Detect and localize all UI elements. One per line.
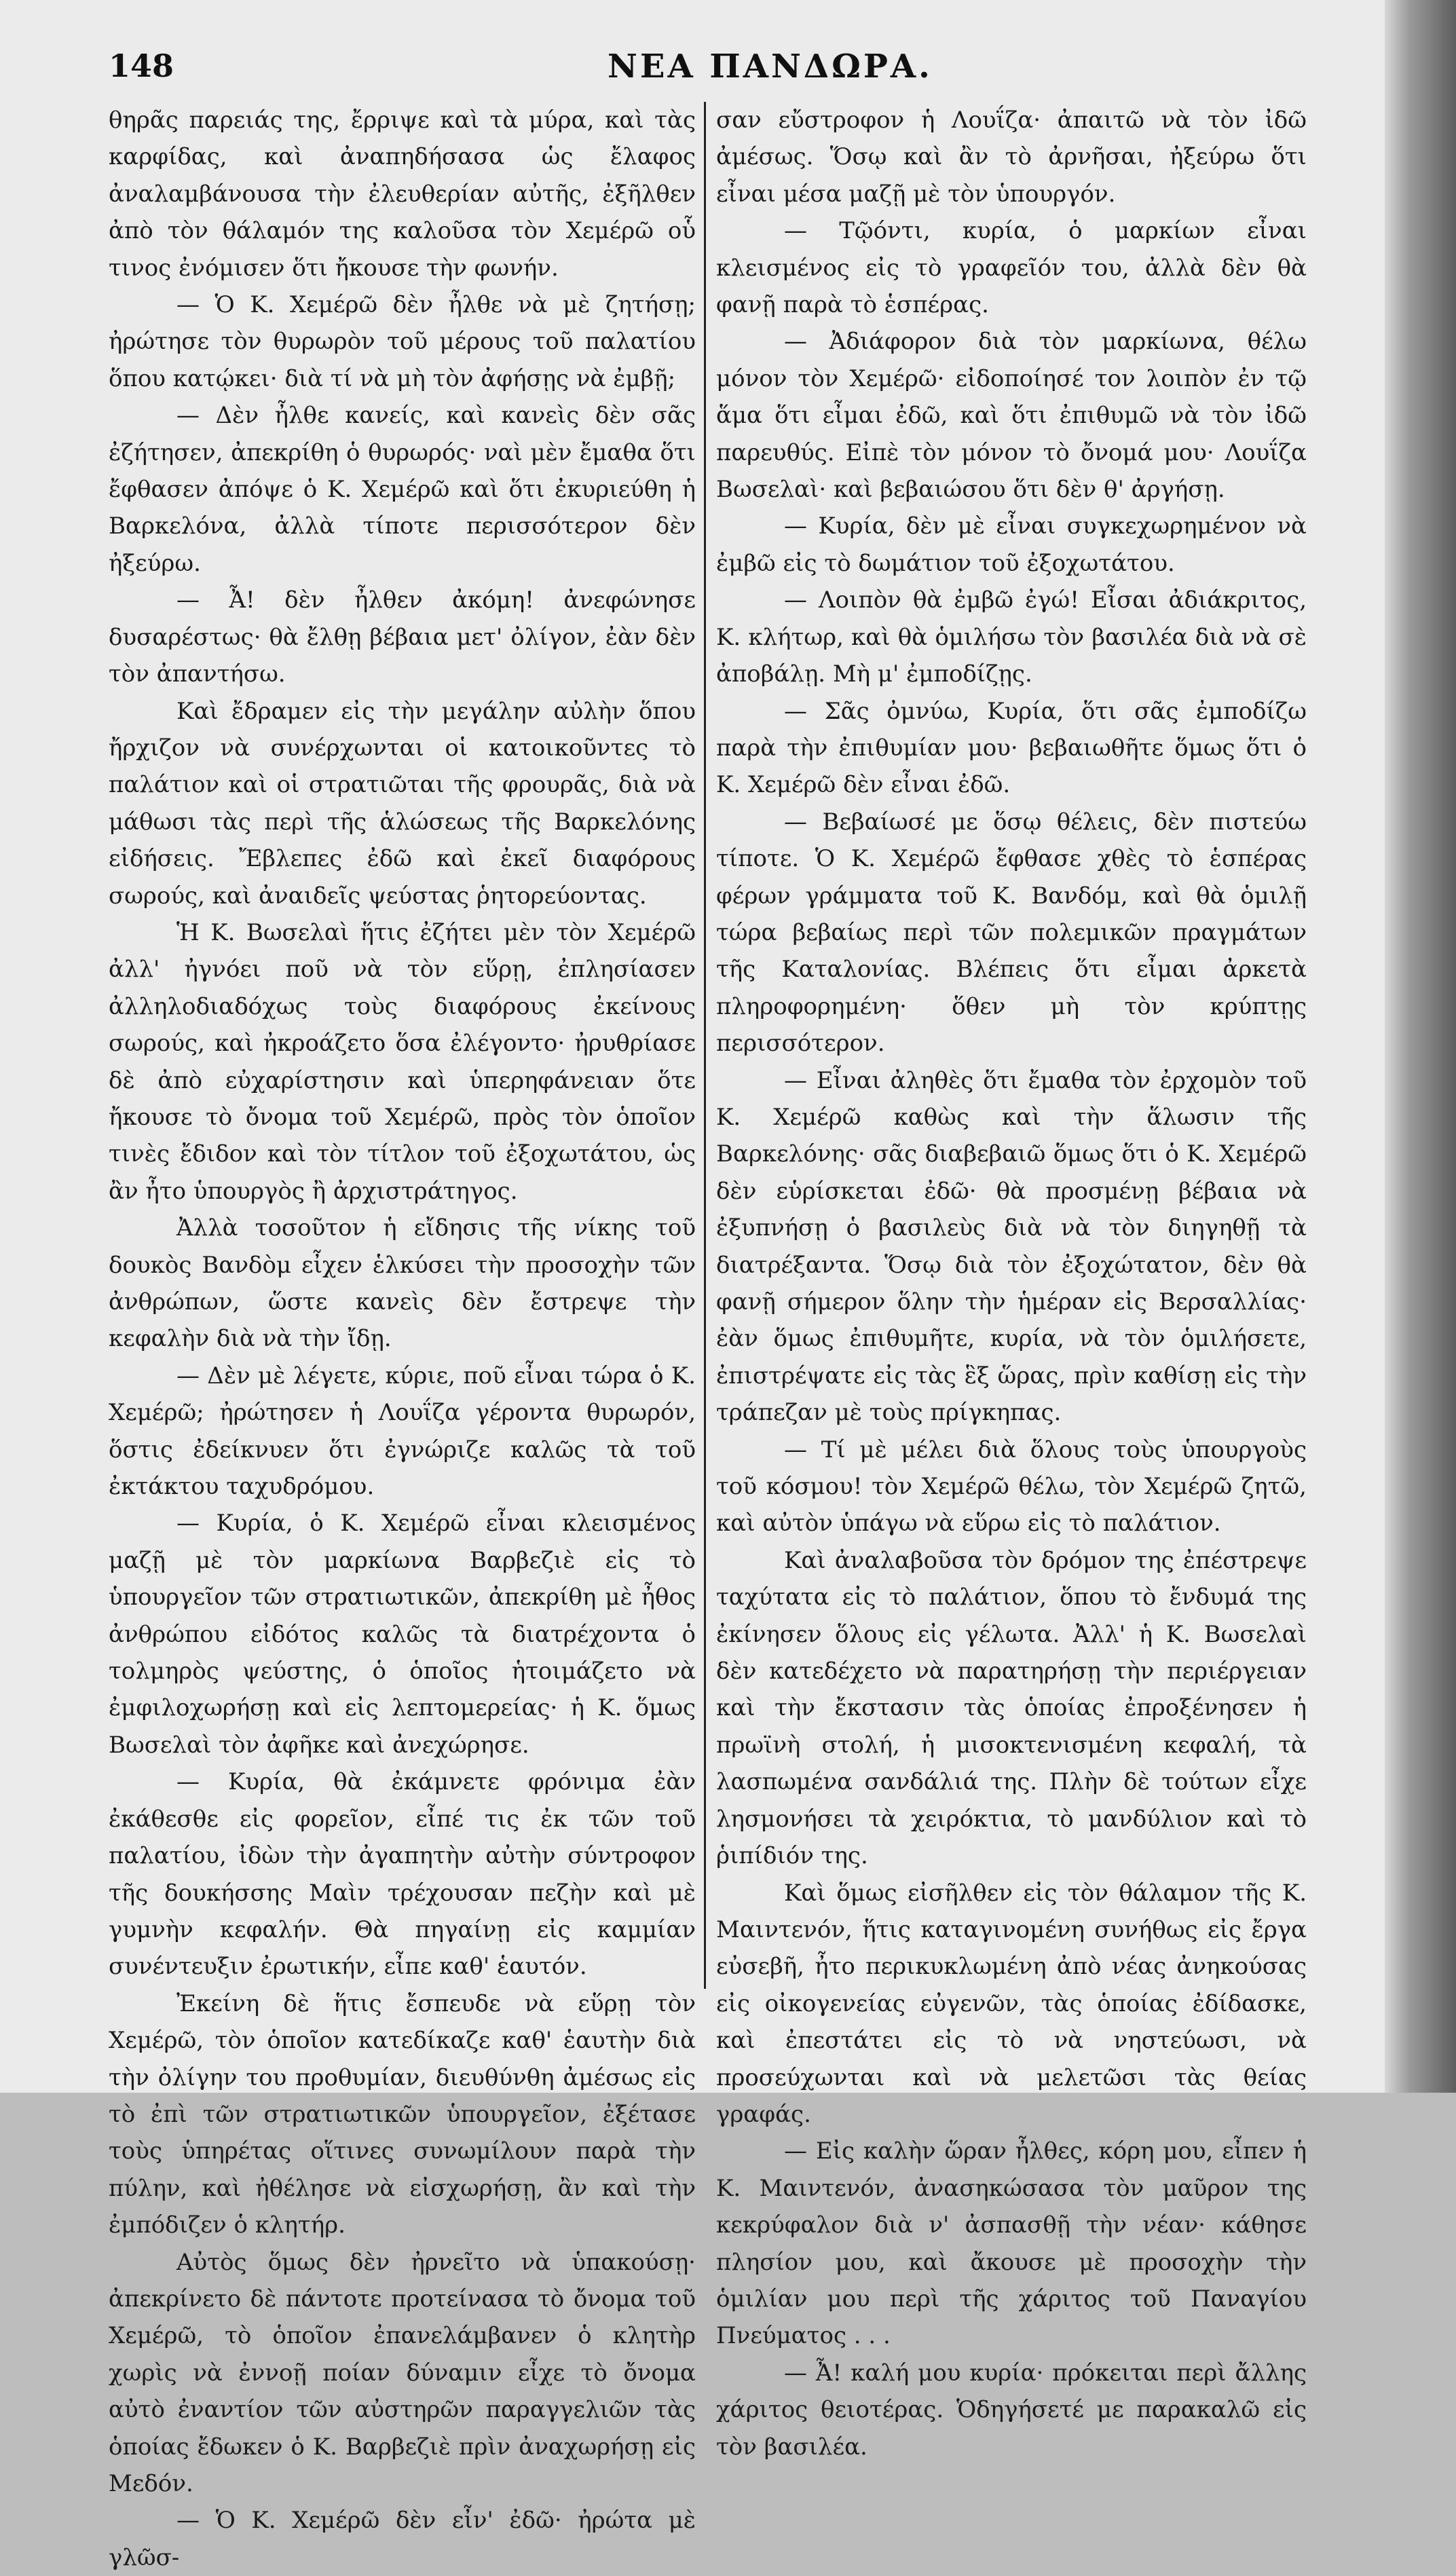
paragraph: — Κυρία, δὲν μὲ εἶναι συγκεχωρημένον νὰ ἐμβῶ εἰς τὸ δωμάτιον τοῦ ἐξοχωτάτου.	[716, 512, 1307, 577]
paragraph: — Τί μὲ μέλει διὰ ὅλους τοὺς ὑπουργοὺς τοῦ κόσμου! τὸν Χεμέρῶ θέλω, τὸν Χεμέρῶ ζητῶ, καὶ αὐτὸν ὑπάγω νὰ εὕρω εἰς τὸ παλάτιον.	[716, 1436, 1307, 1537]
paragraph: Καὶ ἀναλαβοῦσα τὸν δρόμον της ἐπέστρεψε ταχύτατα εἰς τὸ παλάτιον, ὅπου τὸ ἔνδυμά της ἐκίνησεν ὅλους εἰς γέλωτα. Ἀλλ' ἡ Κ. Βωσελαὶ δὲν κατεδέχετο νὰ παρατηρήσῃ τὴν περιέργειαν καὶ τὴν ἔκστασιν τὰς ὁποίας ἐπροξένησεν ἡ πρωϊνὴ στολή, ἡ μισοκτενισμένη κεφαλή, τὰ λασπωμένα σανδάλιά της. Πλὴν δὲ τούτων εἶχε λησμονήσει τὰ χειρόκτια, τὸ μανδύλιον καὶ τὸ ῥιπίδιόν της.	[716, 1546, 1307, 1870]
paragraph: σαν εὔστροφον ἡ Λουΐζα· ἀπαιτῶ νὰ τὸν ἰδῶ ἀμέσως. Ὅσῳ καὶ ἂν τὸ ἀρνῆσαι, ἠξεύρω ὅτι εἶναι μέσα μαζῇ μὲ τὸν ὑπουργόν.	[716, 107, 1307, 208]
paragraph: — Εἰς καλὴν ὥραν ἦλθες, κόρη μου, εἶπεν ἡ Κ. Μαιντενόν, ἀνασηκώσασα τὸν μαῦρον της κεκρύφαλον διὰ ν' ἀσπασθῇ τὴν νέαν· κάθησε πλησίον μου, καὶ ἄκουσε μὲ προσοχὴν τὴν ὁμιλίαν μου περὶ τῆς χάριτος τοῦ Παναγίου Πνεύματος . . .	[716, 2138, 1307, 2350]
page-number: 148	[109, 48, 174, 84]
paragraph: Καὶ ὅμως εἰσῆλθεν εἰς τὸν θάλαμον τῆς Κ. Μαιντενόν, ἥτις καταγινομένη συνήθως εἰς ἔργα εὐσεβῆ, ἦτο περικυκλωμένη ἀπὸ νέας ἀνηκούσας εἰς οἰκογενείας εὐγενῶν, τὰς ὁποίας ἐδίδασκε, καὶ ἐπεστάτει εἰς τὸ νὰ νηστεύωσι, νὰ προσεύχωνται καὶ νὰ μελετῶσι τὰς θείας γραφάς.	[716, 1879, 1307, 2128]
paragraph: — Κυρία, θὰ ἐκάμνετε φρόνιμα ἐὰν ἐκάθεσθε εἰς φορεῖον, εἶπέ τις ἐκ τῶν τοῦ παλατίου, ἰδὼν τὴν ἀγαπητὴν αὐτὴν σύντροφον τῆς δουκήσσης Μαὶν τρέχουσαν πεζὴν καὶ μὲ γυμνὴν κεφαλήν. Θὰ πηγαίνῃ εἰς καμμίαν συνέντευξιν ἐρωτικήν, εἶπε καθ' ἑαυτόν.	[109, 1768, 696, 1981]
paragraph: Ἀλλὰ τοσοῦτον ἡ εἴδησις τῆς νίκης τοῦ δουκὸς Βανδὸμ εἶχεν ἑλκύσει τὴν προσοχὴν τῶν ἀνθρώπων, ὥστε κανεὶς δὲν ἔστρεψε τὴν κεφαλὴν διὰ νὰ τὴν ἴδῃ.	[109, 1214, 696, 1353]
paragraph: — Ἀδιάφορον διὰ τὸν μαρκίωνα, θέλω μόνον τὸν Χεμέρῶ· εἰδοποίησέ τον λοιπὸν ἐν τῷ ἅμα ὅτι εἶμαι ἐδῶ, καὶ ὅτι ἐπιθυμῶ νὰ τὸν ἰδῶ παρευθύς. Εἰπὲ τὸν μόνον τὸ ὄνομά μου· Λουΐζα Βωσελαὶ· καὶ βεβαιώσου ὅτι δὲν θ' ἀργήσῃ.	[716, 328, 1307, 504]
paragraph: — Ἆ! δὲν ἦλθεν ἀκόμη! ἀνεφώνησε δυσαρέστως· θὰ ἔλθῃ βέβαια μετ' ὀλίγον, ἐὰν δὲν τὸν ἀπαντήσω.	[109, 586, 696, 688]
paragraph: — Λοιπὸν θὰ ἐμβῶ ἐγώ! Εἶσαι ἀδιάκριτος, Κ. κλήτωρ, καὶ θὰ ὁμιλήσω τὸν βασιλέα διὰ νὰ σὲ ἀποβάλῃ. Μὴ μ' ἐμποδίζῃς.	[716, 586, 1307, 688]
paragraph: Ἐκείνη δὲ ἥτις ἔσπευδε νὰ εὕρῃ τὸν Χεμέρῶ, τὸν ὁποῖον κατεδίκαζε καθ' ἑαυτὴν διὰ τὴν ὀλίγην του προθυμίαν, διευθύνθη ἀμέσως εἰς τὸ ἐπὶ τῶν στρατιωτικῶν ὑπουργεῖον, ἐξέτασε τοὺς ὑπηρέτας οἵτινες συνωμίλουν παρὰ τὴν πύλην, καὶ ἠθέλησε νὰ εἰσχωρήσῃ, ἂν καὶ τὴν ἐμπόδιζεν ὁ κλητήρ.	[109, 1990, 696, 2239]
paragraph: — Δὲν ἦλθε κανείς, καὶ κανεὶς δὲν σᾶς ἐζήτησεν, ἀπεκρίθη ὁ θυρωρός· ναὶ μὲν ἔμαθα ὅτι ἔφθασεν ἀπόψε ὁ Κ. Χεμέρῶ καὶ ὅτι ἐκυριεύθη ἡ Βαρκελόνα, ἀλλὰ τίποτε περισσότερον δὲν ἠξεύρω.	[109, 402, 696, 577]
paragraph: — Ὁ Κ. Χεμέρῶ δὲν εἶν' ἐδῶ· ἠρώτα μὲ γλῶσ-	[109, 2507, 696, 2571]
paragraph: — Βεβαίωσέ με ὅσῳ θέλεις, δὲν πιστεύω τίποτε. Ὁ Κ. Χεμέρῶ ἔφθασε χθὲς τὸ ἑσπέρας φέρων γράμματα τοῦ Κ. Βανδόμ, καὶ θὰ ὁμιλῇ τώρα βεβαίως περὶ τῶν πολεμικῶν πραγμάτων τῆς Καταλονίας. Βλέπεις ὅτι εἶμαι ἀρκετὰ πληροφορημένη· ὅθεν μὴ τὸν κρύπτῃς περισσότερον.	[716, 808, 1307, 1058]
right-column	[716, 102, 1307, 2465]
column-divider	[704, 102, 706, 1989]
page-header	[109, 48, 1344, 95]
left-column	[109, 102, 696, 2576]
paragraph: — Δὲν μὲ λέγετε, κύριε, ποῦ εἶναι τώρα ὁ Κ. Χεμέρῶ; ἠρώτησεν ἡ Λουΐζα γέροντα θυρωρόν, ὅστις ἐδείκνυεν ὅτι ἐγνώριζε καλῶς τὰ τοῦ ἐκτάκτου ταχυδρόμου.	[109, 1362, 696, 1501]
paragraph: — Εἶναι ἀληθὲς ὅτι ἔμαθα τὸν ἐρχομὸν τοῦ Κ. Χεμέρῶ καθὼς καὶ τὴν ἅλωσιν τῆς Βαρκελόνης· σᾶς διαβεβαιῶ ὅμως ὅτι ὁ Κ. Χεμέρῶ δὲν εὑρίσκεται ἐδῶ· θὰ προσμένῃ βέβαια νὰ ἐξυπνήσῃ ὁ βασιλεὺς διὰ νὰ τὸν διηγηθῇ τὰ διατρέξαντα. Ὅσῳ διὰ τὸν ἐξοχώτατον, δὲν θὰ φανῇ σήμερον ὅλην τὴν ἡμέραν εἰς Βερσαλλίας· ἐὰν ὅμως ἐπιθυμῆτε, κυρία, νὰ τὸν ὁμιλήσετε, ἐπιστρέψατε εἰς τὰς ἓξ ὥρας, πρὶν καθίσῃ εἰς τὴν τράπεζαν μὲ τοὺς πρίγκηπας.	[716, 1066, 1307, 1427]
paragraph: — Ὁ Κ. Χεμέρῶ δὲν ἦλθε νὰ μὲ ζητήσῃ; ἠρώτησε τὸν θυρωρὸν τοῦ μέρους τοῦ παλατίου ὅπου κατῴκει· διὰ τί νὰ μὴ τὸν ἀφήσῃς νὰ ἐμβῇ;	[109, 291, 696, 392]
paragraph: Ἡ Κ. Βωσελαὶ ἥτις ἐζήτει μὲν τὸν Χεμέρῶ ἀλλ' ἠγνόει ποῦ νὰ τὸν εὕρῃ, ἐπλησίασεν ἀλληλοδιαδόχως τοὺς διαφόρους ἐκείνους σωρούς, καὶ ἠκροάζετο ὅσα ἐλέγοντο· ἠρυθρίασε δὲ ἀπὸ εὐχαρίστησιν καὶ ὑπερηφάνειαν ὅτε ἤκουσε τὸ ὄνομα τοῦ Χεμέρῶ, πρὸς τὸν ὁποῖον τινὲς ἔδιδον καὶ τὸν τίτλον τοῦ ἐξοχωτάτου, ὡς ἂν ἦτο ὑπουργὸς ἢ ἀρχιστράτηγος.	[109, 918, 696, 1205]
running-title: ΝΕΑ ΠΑΝΔΩΡΑ.	[608, 48, 933, 86]
paragraph: — Κυρία, ὁ Κ. Χεμέρῶ εἶναι κλεισμένος μαζῇ μὲ τὸν μαρκίωνα Βαρβεζιὲ εἰς τὸ ὑπουργεῖον τῶν στρατιωτικῶν, ἀπεκρίθη μὲ ἦθος ἀνθρώπου εἰδότος καλῶς τὰ διατρέχοντα ὁ τολμηρὸς ψεύστης, ὁ ὁποῖος ἡτοιμάζετο νὰ ἐμφιλοχωρήσῃ καὶ εἰς λεπτομερείας· ἡ Κ. ὅμως Βωσελαὶ τὸν ἀφῆκε καὶ ἀνεχώρησε.	[109, 1510, 696, 1759]
paragraph: θηρᾶς παρειάς της, ἔρριψε καὶ τὰ μύρα, καὶ τὰς καρφίδας, καὶ ἀναπηδήσασα ὡς ἔλαφος ἀναλαμβάνουσα τὴν ἐλευθερίαν αὐτῆς, ἐξῆλθεν ἀπὸ τὸν θάλαμόν της καλοῦσα τὸν Χεμέρῶ οὗ τινος ἐνόμισεν ὅτι ἤκουσε τὴν φωνήν.	[109, 107, 696, 282]
paragraph: Καὶ ἔδραμεν εἰς τὴν μεγάλην αὐλὴν ὅπου ἤρχιζον νὰ συνέρχωνται οἱ κατοικοῦντες τὸ παλάτιον καὶ οἱ στρατιῶται τῆς φρουρᾶς, διὰ νὰ μάθωσι τὰς περὶ τῆς ἁλώσεως τῆς Βαρκελόνης εἰδήσεις. Ἔβλεπες ἐδῶ καὶ ἐκεῖ διαφόρους σωρούς, καὶ ἀναιδεῖς ψεύστας ῥητορεύοντας.	[109, 697, 696, 910]
paragraph: — Ἆ! καλή μου κυρία· πρόκειται περὶ ἄλλης χάριτος θειοτέρας. Ὁδηγήσετέ με παρακαλῶ εἰς τὸν βασιλέα.	[716, 2359, 1307, 2461]
paragraph: Αὐτὸς ὅμως δὲν ἠρνεῖτο νὰ ὑπακούσῃ· ἀπεκρίνετο δὲ πάντοτε προτείνασα τὸ ὄνομα τοῦ Χεμέρῶ, τὸ ὁποῖον ἐπανελάμβανεν ὁ κλητὴρ χωρὶς νὰ ἐννοῇ ποίαν δύναμιν εἶχε τὸ ὄνομα αὐτὸ ἐναντίον τῶν αὐστηρῶν παραγγελιῶν τὰς ὁποίας ἔδωκεν ὁ Κ. Βαρβεζιὲ πρὶν ἀναχωρήσῃ εἰς Μεδόν.	[109, 2248, 696, 2497]
paragraph: — Τῷόντι, κυρία, ὁ μαρκίων εἶναι κλεισμένος εἰς τὸ γραφεῖόν του, ἀλλὰ δὲν θὰ φανῇ παρὰ τὸ ἑσπέρας.	[716, 217, 1307, 319]
page-edge-shadow	[1385, 0, 1456, 2093]
paragraph: — Σᾶς ὀμνύω, Κυρία, ὅτι σᾶς ἐμποδίζω παρὰ τὴν ἐπιθυμίαν μου· βεβαιωθῆτε ὅμως ὅτι ὁ Κ. Χεμέρῶ δὲν εἶναι ἐδῶ.	[716, 697, 1307, 799]
